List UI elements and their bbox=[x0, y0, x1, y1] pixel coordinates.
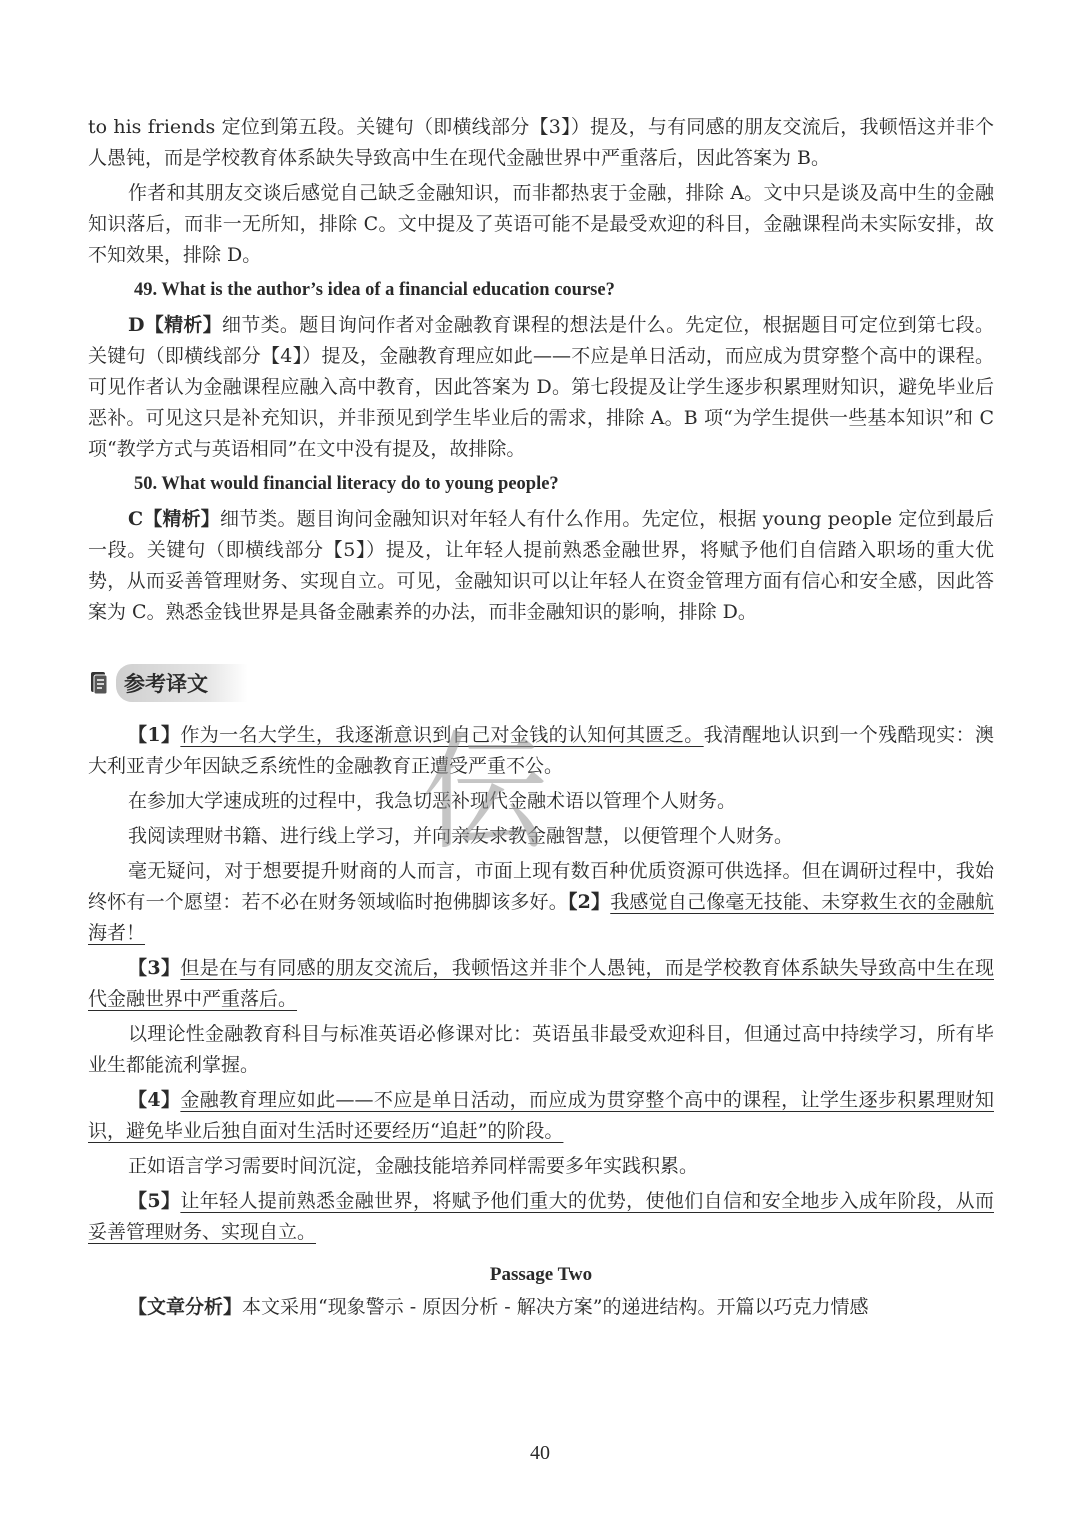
passage-two-title: Passage Two bbox=[489, 1264, 593, 1285]
marker-4: 【4】 bbox=[128, 1089, 181, 1111]
marker-5: 【5】 bbox=[128, 1190, 181, 1212]
translation-paragraph-5 bbox=[88, 953, 994, 1015]
translation-paragraph-4-text: 毫无疑问，对于想要提升财商的人而言，市面上现有数百种优质资源可供选择。但在调研过程中，我始终怀有一个愿望：若不必在财务领域临时抱佛脚该多好。 bbox=[88, 860, 994, 913]
passage-two-label: 【文章分析】 bbox=[128, 1296, 243, 1318]
underlined-sentence-4: 金融教育理应如此——不应是单日活动，而应成为贯穿整个高中的课程，让学生逐步积累理财知识，避免毕业后独自面对生活时还要经历“追赶”的阶段。 bbox=[88, 1089, 994, 1142]
underlined-sentence-3: 但是在与有同感的朋友交流后，我顿悟这并非个人愚钝，而是学校教育体系缺失导致高中生在现代金融世界中严重落后。 bbox=[88, 957, 994, 1010]
page-content bbox=[88, 112, 994, 1327]
translation-paragraph-6: 以理论性金融教育科目与标准英语必修课对比：英语虽非最受欢迎科目，但通过高中持续学习，所有毕业生都能流利掌握。 bbox=[88, 1023, 994, 1076]
answer-49 bbox=[88, 310, 994, 465]
answer-49-lead: D【精析】 bbox=[128, 314, 223, 336]
answer-50 bbox=[88, 504, 994, 628]
answer-50-text: 细节类。题目询问金融知识对年轻人有什么作用。先定位，根据 young people 定位到最后一段。关键句（即横线部分【5】）提及，让年轻人提前熟悉金融世界，将赋予他们自信踏入职场的重大优势，从而妥善管理财务、实现自立。可见，金融知识可以让年轻人在资金管理方面有信心和安全感，因此答案为 C。熟悉金钱世界是具备金融素养的办法，而非金融知识的影响，排除 D。 bbox=[88, 508, 994, 623]
passage-two-text: 本文采用“现象警示 - 原因分析 - 解决方案”的递进结构。开篇以巧克力情感 bbox=[242, 1296, 869, 1318]
marker-2: 【2】 bbox=[567, 891, 611, 913]
marker-1: 【1】 bbox=[128, 724, 181, 746]
underlined-sentence-2: 我感觉自己像毫无技能、未穿救生衣的金融航海者！ bbox=[88, 891, 994, 944]
watermark: 伝 bbox=[420, 719, 549, 868]
analysis-48-paragraph-2: 作者和其朋友交谈后感觉自己缺乏金融知识，而非都热衷于金融，排除 A。文中只是谈及高中生的金融知识落后，而非一无所知，排除 C。文中提及了英语可能不是最受欢迎的科目，金融课程尚未实际安排，故不知效果，排除 D。 bbox=[88, 182, 994, 266]
translation-heading bbox=[90, 664, 994, 702]
marker-3: 【3】 bbox=[128, 957, 181, 979]
translation-paragraph-4 bbox=[88, 856, 994, 949]
document-icon bbox=[90, 671, 108, 695]
question-49: 49. What is the author’s idea of a financial education course? bbox=[134, 280, 615, 300]
translation-paragraph-9 bbox=[88, 1186, 994, 1248]
translation-paragraph-2: 在参加大学速成班的过程中，我急切恶补现代金融术语以管理个人财务。 bbox=[128, 790, 737, 812]
answer-50-lead: C【精析】 bbox=[128, 508, 220, 530]
translation-paragraph-3: 我阅读理财书籍、进行线上学习，并向亲友求教金融智慧，以便管理个人财务。 bbox=[128, 825, 794, 847]
answer-49-text: 细节类。题目询问作者对金融教育课程的想法是什么。先定位，根据题目可定位到第七段。关键句（即横线部分【4】）提及，金融教育理应如此——不应是单日活动，而应成为贯穿整个高中的课程。可见作者认为金融课程应融入高中教育，因此答案为 D。第七段提及让学生逐步积累理财知识，避免毕业后恶补。可见这只是补充知识，并非预见到学生毕业后的需求，排除 A。B 项“为学生提供一些基本知识”和 C 项“教学方式与英语相同”在文中没有提及，故排除。 bbox=[88, 314, 994, 460]
passage-two-analysis bbox=[88, 1292, 994, 1323]
translation-paragraph-1-rest: 我清醒地认识到一个残酷现实：澳大利亚青少年因缺乏系统性的金融教育正遭受严重不公。 bbox=[88, 724, 994, 777]
translation-heading-title: 参考译文 bbox=[116, 664, 248, 702]
page-number: 40 bbox=[530, 1442, 550, 1464]
analysis-48-paragraph-1: to his friends 定位到第五段。关键句（即横线部分【3】）提及，与有同感的朋友交流后，我顿悟这并非个人愚钝，而是学校教育体系缺失导致高中生在现代金融世界中严重落后，因此答案为 B。 bbox=[88, 116, 994, 169]
question-50: 50. What would financial literacy do to young people? bbox=[134, 474, 559, 494]
translation-paragraph-7 bbox=[88, 1085, 994, 1147]
translation-paragraph-1 bbox=[88, 720, 994, 782]
underlined-sentence-5: 让年轻人提前熟悉金融世界，将赋予他们重大的优势，使他们自信和安全地步入成年阶段，从而妥善管理财务、实现自立。 bbox=[88, 1190, 994, 1243]
translation-paragraph-8: 正如语言学习需要时间沉淀，金融技能培养同样需要多年实践积累。 bbox=[128, 1155, 699, 1177]
underlined-sentence-1: 作为一名大学生，我逐渐意识到自己对金钱的认知何其匮乏。 bbox=[180, 724, 704, 746]
